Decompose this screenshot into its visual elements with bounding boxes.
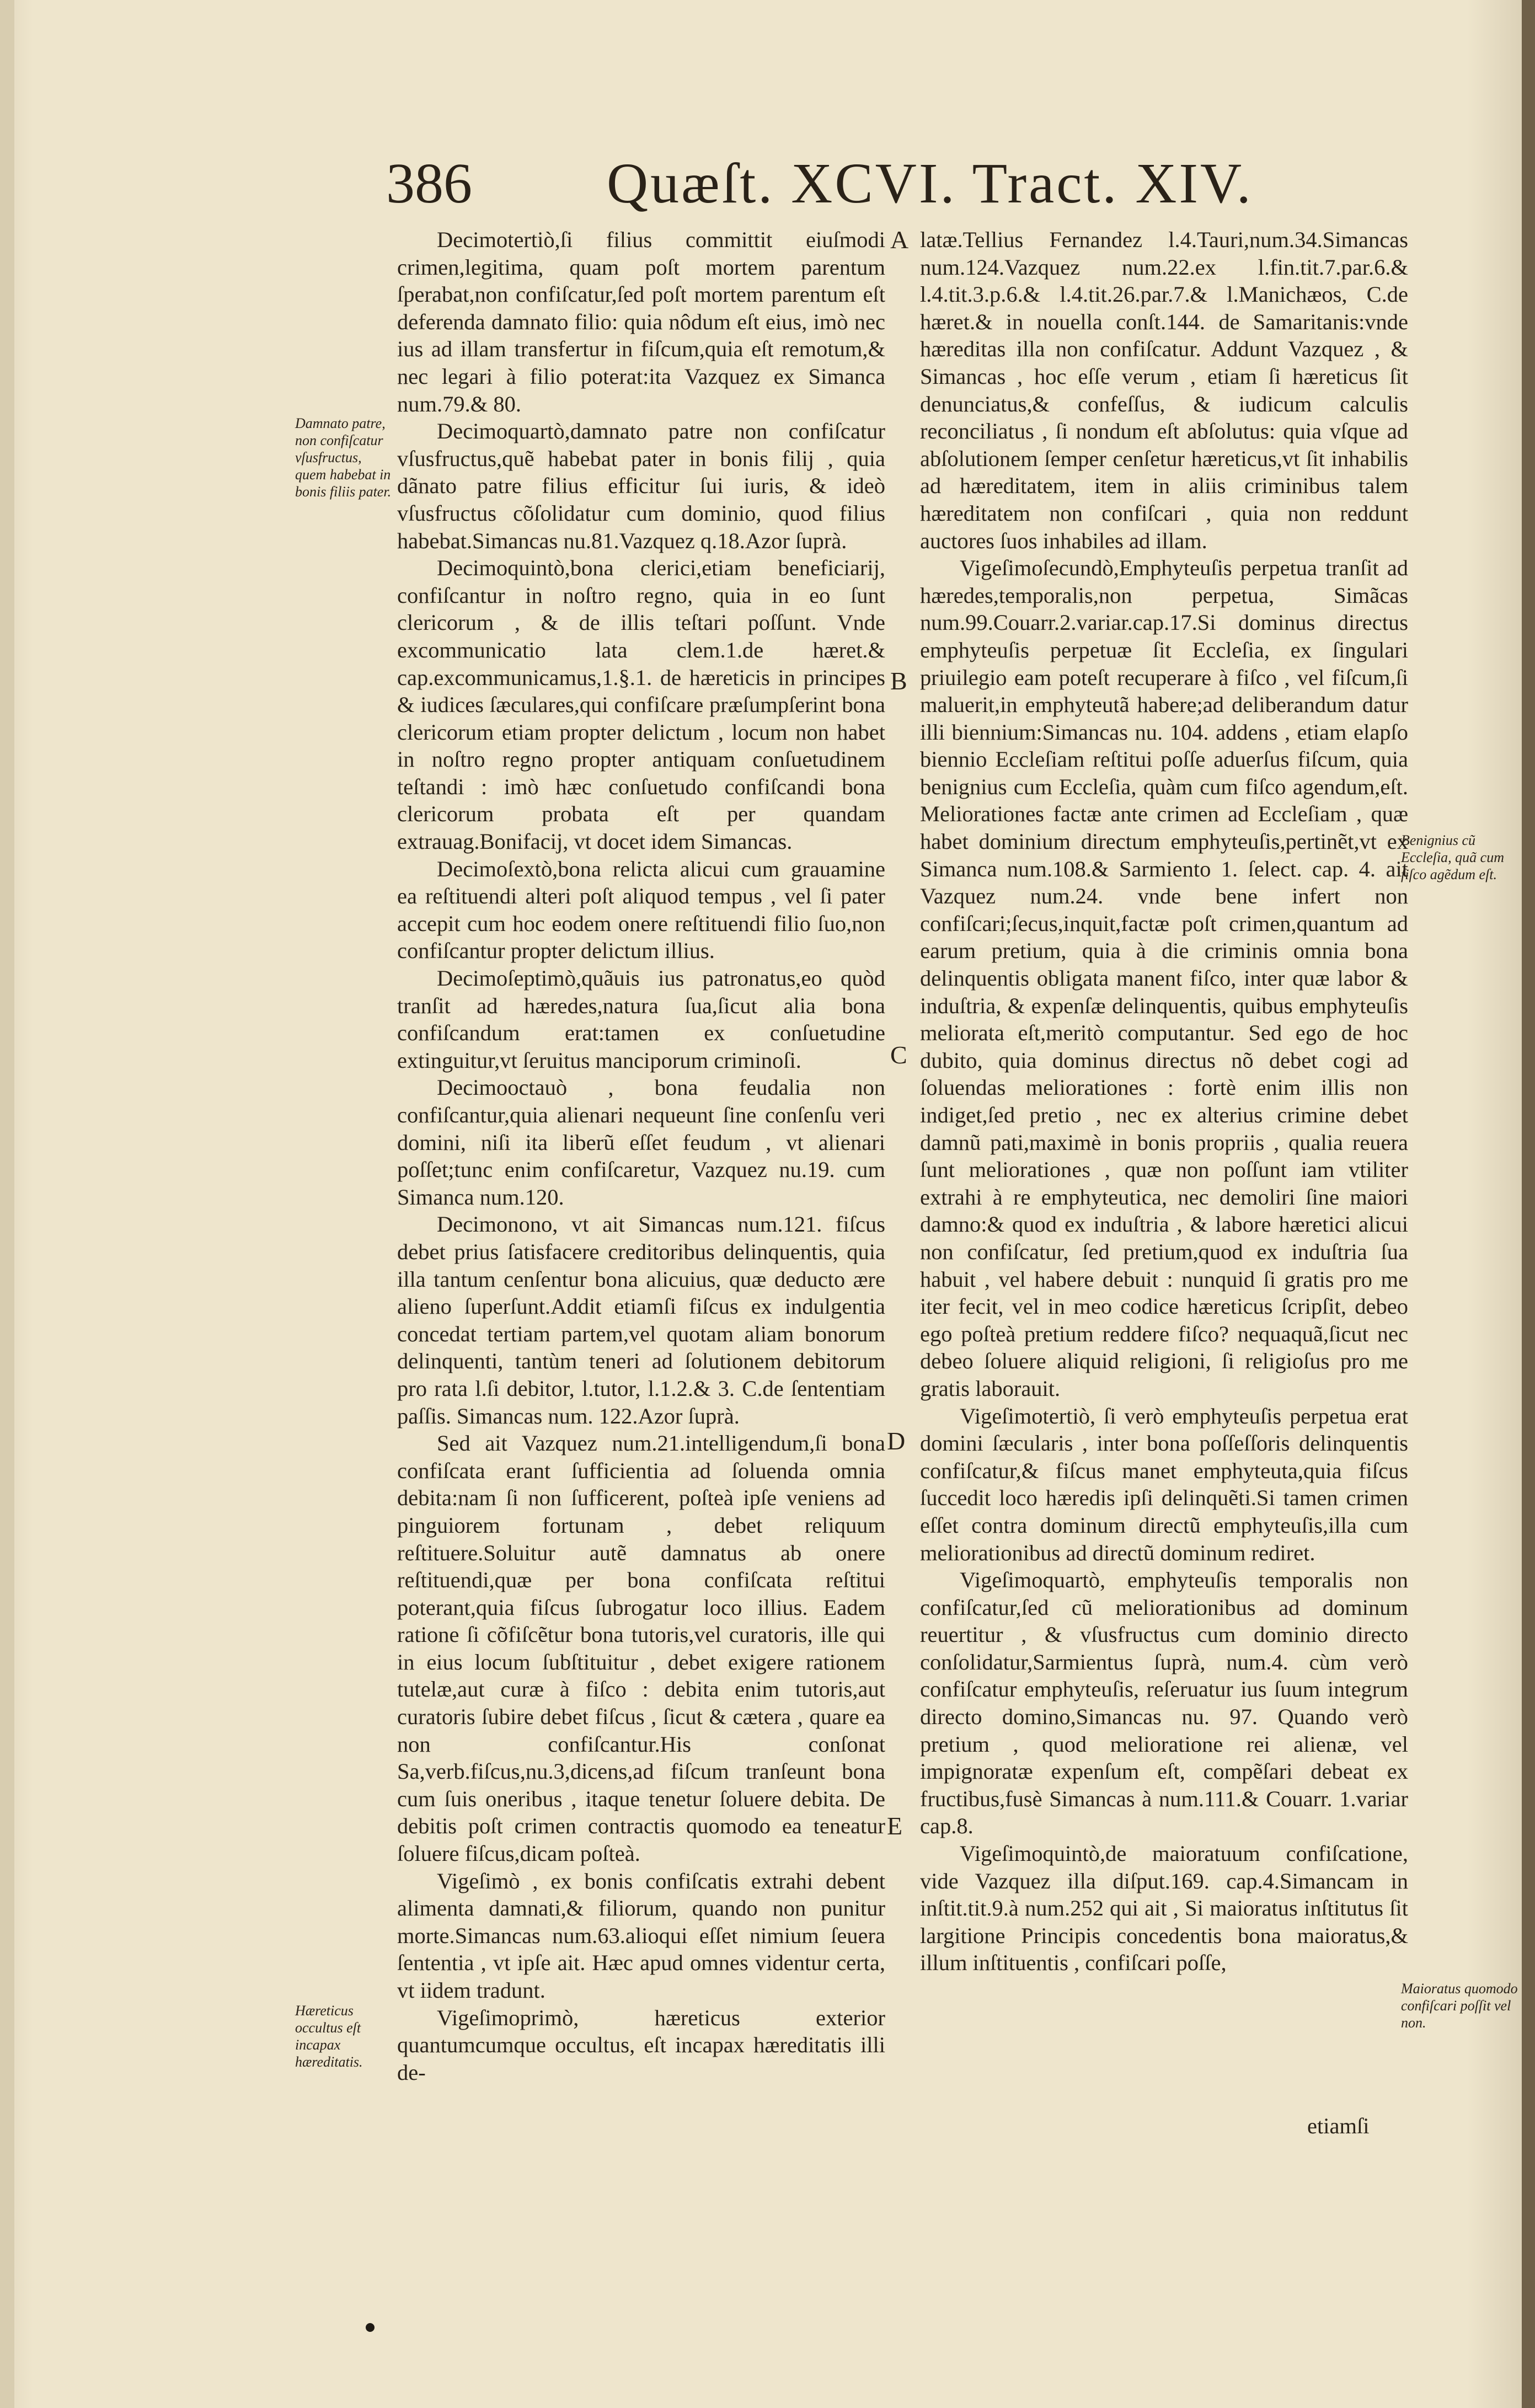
paragraph: Vigeſimotertiò, ſi verò emphyteuſis perpetua erat domini ſæcularis , inter bona poſſeſſoris delinquentis confiſcatur,& fiſcus manet emphyteuta,quia fiſcus ſuccedit loco hæredis ipſi delinquẽti.Si tamen crimen eſſet contra dominum directũ emphyteuſis,illa cum meliorationibus ad directũ dominum rediret. — [920, 1403, 1408, 1565]
ink-spot — [366, 2323, 375, 2332]
paragraph: Decimonono, vt ait Simancas num.121. fiſcus debet prius ſatisfacere creditoribus delinquentis, quia illa tantum cenſentur bona alicuius, quæ deducto ære alieno ſuperſunt.Addit etiamſi fiſcus ex indulgentia concedat tertiam partem,vel quotam aliam bonorum delinquenti, tantùm teneri ad ſolutionem debitorum pro rata l.ſi debitor, l.tutor, l.1.2.& 3. C.de ſententiam paſſis. Simancas num. 122.Azor ſuprà. — [397, 1212, 885, 1428]
paragraph: Vigeſimoquartò, emphyteuſis temporalis non confiſcatur,ſed cũ meliorationibus ad dominum reuertitur , & vſusfructus cum dominio directo conſolidatur,Sarmientus ſuprà, num.4. cùm verò confiſcatur emphyteuſis, reſeruatur ius ſuum integrum directo domino,Simancas nu. 97. Quando verò pretium , quod melioratione rei alienæ, vel impignoratæ expenſum eſt, compẽſari debeat ex fructibus,fusè Simancas à num.111.& Couarr. 1.variar cap.8. — [920, 1567, 1408, 1839]
paragraph: latæ.Tellius Fernandez l.4.Tauri,num.34.Simancas num.124.Vazquez num.22.ex l.fin.tit.7.par.6.& l.4.tit.3.p.6.& l.4.tit.26.par.7.& l.Manichæos, C.de hæret.& in nouella conſt.144. de Samaritanis:vnde hæreditas illa non confiſcatur. Addunt Vazquez , & Simancas , hoc eſſe verum , etiam ſi hæreticus ſit denunciatus,& confeſſus, & iudicum calculis reconciliatus , ſi nondum eſt abſolutus: quia vſque ad abſolutionem ſemper cenſetur hæreticus,vt ſit inhabilis ad hæreditatem, item in aliis criminibus talem hæreditatem non confiſcari , quia non reddunt auctores ſuos inhabiles ad illam. — [920, 227, 1408, 553]
left-text-column — [397, 226, 885, 2086]
paragraph: Vigeſimoprimò, hæreticus exterior quantumcumque occultus, eſt incapax hæreditatis illi de- — [397, 2005, 885, 2085]
catchword: etiamſi — [1307, 2113, 1370, 2138]
section-letter-b: B — [890, 667, 907, 695]
paragraph: Vigeſimò , ex bonis confiſcatis extrahi debent alimenta damnati,& filiorum, quando non punitur morte.Simancas num.63.alioqui eſſet nimium ſeuera ſententia , vt ipſe ait. Hæc apud omnes videntur certa, vt iidem tradunt. — [397, 1868, 885, 2003]
page-header — [386, 148, 1302, 220]
paragraph: Vigeſimoſecundò,Emphyteuſis perpetua tranſit ad hæredes,temporalis,non perpetua, Simãcas num.99.Couarr.2.variar.cap.17.Si dominus directus emphyteuſis perpetuæ ſit Eccleſia, ex ſingulari priuilegio eam poteſt recuperare à fiſco , vel fiſcum,ſi maluerit,in emphyteutã habere;ad deliberandum datur illi biennium:Simancas nu. 104. addens , etiam elapſo biennio Eccleſiam reſtitui poſſe aduerſus fiſcum, quia benignius cum Eccleſia, quàm cum fiſco agendum,eſt. Meliorationes factæ ante crimen ad Eccleſiam , quæ habet dominium directum emphyteuſis,pertinẽt,vt ex Simanca num.108.& Sarmiento 1. ſelect. cap. 4. ait Vazquez num.24. vnde bene infert non confiſcari;ſecus,inquit,factæ poſt crimen,quantum ad earum pretium, quia à die criminis omnia bona delinquentis obligata manent fiſco, inter quæ labor & induſtria, & expenſæ delinquentis, quibus emphyteuſis meliorata eſt,meritò computantur. Sed ego de hoc dubito, quia dominus directus nõ debet cogi ad ſoluendas meliorationes : fortè enim illis non indiget,ſed pretio , nec ex alterius crimine debet damnũ pati,maximè in bonis propriis , qualia reuera ſunt meliorationes , quæ non poſſunt iam vtiliter extrahi à re emphyteutica, nec demoliri ſine maiori damno:& quod ex induſtria , & labore hæretici alicui non confiſcatur, ſed pretium,quod ex induſtria ſua habuit , vel habere debuit : nunquid ſi gratis pro me iter fecit, vel in meo codice hæreticus ſcripſit, debeo ego poſteà pretium reddere fiſco? nequaquã,ſicut nec debeo ſoluere aliquid religioni, ſi religioſus pro me gratis laborauit. — [920, 555, 1408, 1401]
section-letter-a: A — [890, 226, 909, 254]
section-letter-e: E — [887, 1812, 903, 1840]
section-letter-c: C — [890, 1041, 907, 1069]
margin-note-left: Damnato patre, non confiſcatur vſusfructus, quem habebat in bonis filiis pater. — [295, 415, 392, 500]
margin-note-right: Maioratus quomodo confiſcari poſſit vel non. — [1401, 1981, 1518, 2031]
running-title: Quæſt. XCVI. Tract. XIV. — [607, 152, 1253, 215]
page-gutter-left — [0, 0, 14, 2408]
page-edge-right — [1522, 0, 1535, 2408]
paragraph: Decimoſeptimò,quãuis ius patronatus,eo quòd tranſit ad hæredes,natura ſua,ſicut alia bona confiſcandum erat:tamen ex conſuetudine extinguitur,vt ſeruitus manciporum criminoſi. — [397, 966, 885, 1073]
page-number: 386 — [386, 152, 472, 215]
paragraph: Vigeſimoquintò,de maioratuum confiſcatione, vide Vazquez illa diſput.169. cap.4.Simancam in inſtit.tit.9.à num.252 qui ait , Si maioratus inſtitutus ſit largitione Principis concedentis bona maioratus,& illum inſtituentis , confiſcari poſſe, — [920, 1841, 1408, 1976]
paragraph: Decimoſextò,bona relicta alicui cum grauamine ea reſtituendi alteri poſt aliquod tempus , vel ſi pater accepit cum hoc eodem onere reſtituendi filio ſuo,non confiſcantur propter delictum illius. — [397, 856, 885, 964]
right-text-column — [920, 226, 1408, 1977]
section-letter-d: D — [887, 1427, 906, 1455]
paragraph: Decimoquartò,damnato patre non confiſcatur vſusfructus,quẽ habebat pater in bonis filij , quia dãnato patre filius efficitur ſui iuris, & ideò vſusfructus cõſolidatur cum dominio, quod filius habebat.Simancas nu.81.Vazquez q.18.Azor ſuprà. — [397, 419, 885, 553]
margin-note-right: Benignius cũ Eccleſia, quã cum fiſco agẽdum eſt. — [1401, 832, 1504, 882]
margin-note-left: Hæreticus occultus eſt incapax hæreditatis. — [295, 2003, 363, 2070]
paragraph: Decimoquintò,bona clerici,etiam beneficiarij, confiſcantur in noſtro regno, quia in eo ſunt clericorum , & de illis teſtari poſſunt. Vnde excommunicatio lata clem.1.de hæret.& cap.excommunicamus,1.§.1. de hæreticis in principes & iudices ſæculares,qui confiſcare præſumpſerint bona clericorum etiam propter delictum , locum non habet in noſtro regno propter antiquam conſuetudinem teſtandi : imò hæc conſuetudo confiſcandi bona clericorum probata eſt per quandam extrauag.Bonifacij, vt docet idem Simancas. — [397, 555, 885, 854]
paragraph: Decimooctauò , bona feudalia non confiſcantur,quia alienari nequeunt ſine conſenſu veri domini, niſi ita liberũ eſſet feudum , vt alienari poſſet;tunc enim confiſcaretur, Vazquez nu.19. cum Simanca num.120. — [397, 1075, 885, 1210]
paragraph: Sed ait Vazquez num.21.intelligendum,ſi bona confiſcata erant ſufficientia ad ſoluenda omnia debita:nam ſi non ſufficerent, poſteà ipſe veniens ad pinguiorem fortunam , debet reliquum reſtituere.Soluitur autẽ damnatus ab onere reſtituendi,quæ per bona confiſcata reſtitui poterant,quia fiſcus ſubrogatur loco illius. Eadem ratione ſi cõfiſcẽtur bona tutoris,vel curatoris, ille qui in eius locum ſubſtituitur , debet exigere rationem tutelæ,aut curæ à fiſco : debita enim tutoris,aut curatoris ſubire debet fiſcus , ſicut & cætera , quare ea non confiſcantur.His conſonat Sa,verb.fiſcus,nu.3,dicens,ad fiſcum tranſeunt bona cum ſuis oneribus , itaque tenetur ſoluere debita. De debitis poſt crimen contractis quomodo ea teneatur ſoluere fiſcus,dicam poſteà. — [397, 1431, 885, 1866]
paragraph: Decimotertiò,ſi filius committit eiuſmodi crimen,legitima, quam poſt mortem parentum ſperabat,non confiſcatur,ſed poſt mortem parentum eſt deferenda damnato filio: quia nôdum eſt eius, imò nec ius ad illam transfertur in fiſcum,quia eſt remotum,& nec legari à filio poterat:ita Vazquez ex Simanca num.79.& 80. — [397, 227, 885, 416]
